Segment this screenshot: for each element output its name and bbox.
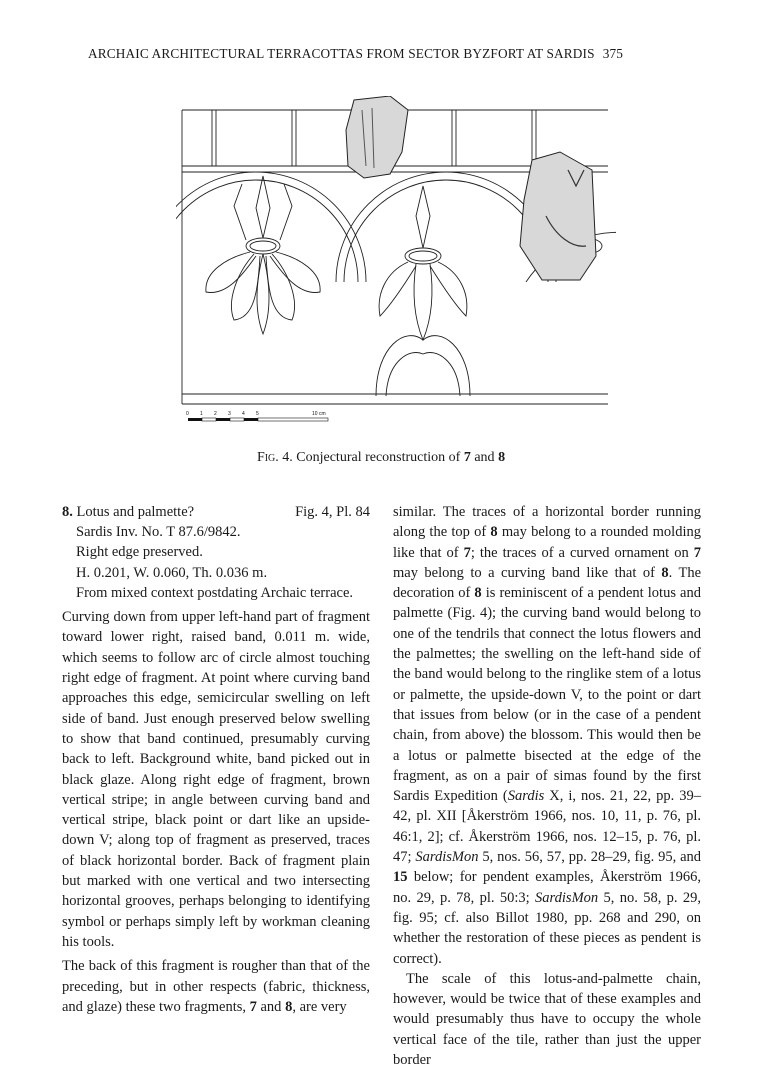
caption-ref-8: 8 [498,450,506,465]
dimensions: H. 0.201, W. 0.060, Th. 0.036 m. [76,564,268,581]
page-number: 375 [602,46,624,61]
scale-paragraph: The scale of this lotus-and-palmette chain, however, would be twice that of these examples and would presumably thus have to occupy the whole vertical face of the tile, rather than just the upper border [393,970,701,1069]
scale-label-2: 2 [214,411,217,417]
caption-text: Conjectural reconstruction of [296,450,464,465]
find-context: From mixed context postdating Archaic terrace. [76,584,354,601]
entry-meta [62,522,370,603]
description-paragraph: Curving down from upper left-hand part of fragment toward lower right, raised band, 0.011 m. wide, which seems to follow arc of circle almost touching right edge of fragment. At point where curving band approaches this edge, semicircular swelling on left side of band. Just enough preserved below swelling to show that band continued, presumably curving back to left. Background white, band picked out in black glaze. Along right edge of fragment, brown vertical stripe; in angle between curving band and vertical stripe, black point or dart like an upside-down V; along top of fragment as preserved, traces of black horizontal border. Back of fragment plain but marked with one vertical and two intersecting horizontal grooves, perhaps belonging to identifying symbol or perhaps simply left by workman cleaning his tools. [62,609,370,950]
inventory-number: Sardis Inv. No. T 87.6/9842. [76,524,241,540]
fragment-8-drawing [520,152,596,280]
scale-label-5: 5 [256,411,259,417]
caption-label: Fig. 4. [256,450,293,465]
scale-label-4: 4 [242,411,245,417]
reconstruction-drawing [176,96,616,436]
comparison-paragraph-start: The back of this fragment is rougher than that of the preceding, but in other respects (fabric, thickness, and glaze) these two fragments, 7 and 8, are very [62,958,370,1015]
caption-and: and [470,450,499,465]
scale-label-0: 0 [186,411,189,417]
scale-label-3: 3 [228,411,231,417]
caption-ref-7: 7 [463,450,471,465]
figure-caption [0,450,762,466]
scale-label-10cm: 10 cm [312,411,326,417]
running-title: ARCHAIC ARCHITECTURAL TERRACOTTAS FROM SECTOR BYZFORT AT SARDIS [88,46,595,61]
left-column [62,502,370,1017]
entry-number: 8. [62,504,73,520]
scale-label-1: 1 [200,411,203,417]
running-head [88,46,704,62]
preservation-note: Right edge preserved. [76,544,203,561]
figure-reconstruction [176,96,616,436]
entry-title: Lotus and palmette? [76,504,195,520]
right-column [393,502,701,1070]
scale-bar [186,411,328,421]
entry-refs: Fig. 4, Pl. 84 [295,504,370,520]
comparison-paragraph-cont: similar. The traces of a horizontal border running along the top of 8 may belong to a rounded molding like that of 7; the traces of a curved ornament on 7 may belong to a curving band like that of 8. The decoration of 8 is reminiscent of a pendent lotus and palmette (Fig. 4); the curving band would belong to one of the tendrils that connect the lotus flowers and the palmettes; the swelling on the left-hand side of the band would belong to the ringlike stem of a lotus or palmette, the upside-down V, to the point or dart that issues from below (or in the case of a pendent chain, from above) the blossom. This would then be a lotus or palmette bisected at the edge of the fragment, as on a pair of simas found by the first Sardis Expedition (Sardis X, i, nos. 21, 22, pp. 39–42, pl. XII [Åkerström 1966, nos. 10, 11, p. 76, pl. 46:1, 2]; cf. Åkerström 1966, nos. 12–15, p. 76, pl. 47; SardisMon 5, nos. 56, 57, pp. 28–29, fig. 95, and 15 below; for pendent examples, Åkerström 1966, no. 29, p. 78, pl. 50:3; SardisMon 5, no. 58, p. 29, fig. 95; cf. also Billot 1980, pp. 268 and 290, on whether the restoration of these pieces as pendent is correct). [393,504,702,967]
entry-heading [62,502,370,522]
